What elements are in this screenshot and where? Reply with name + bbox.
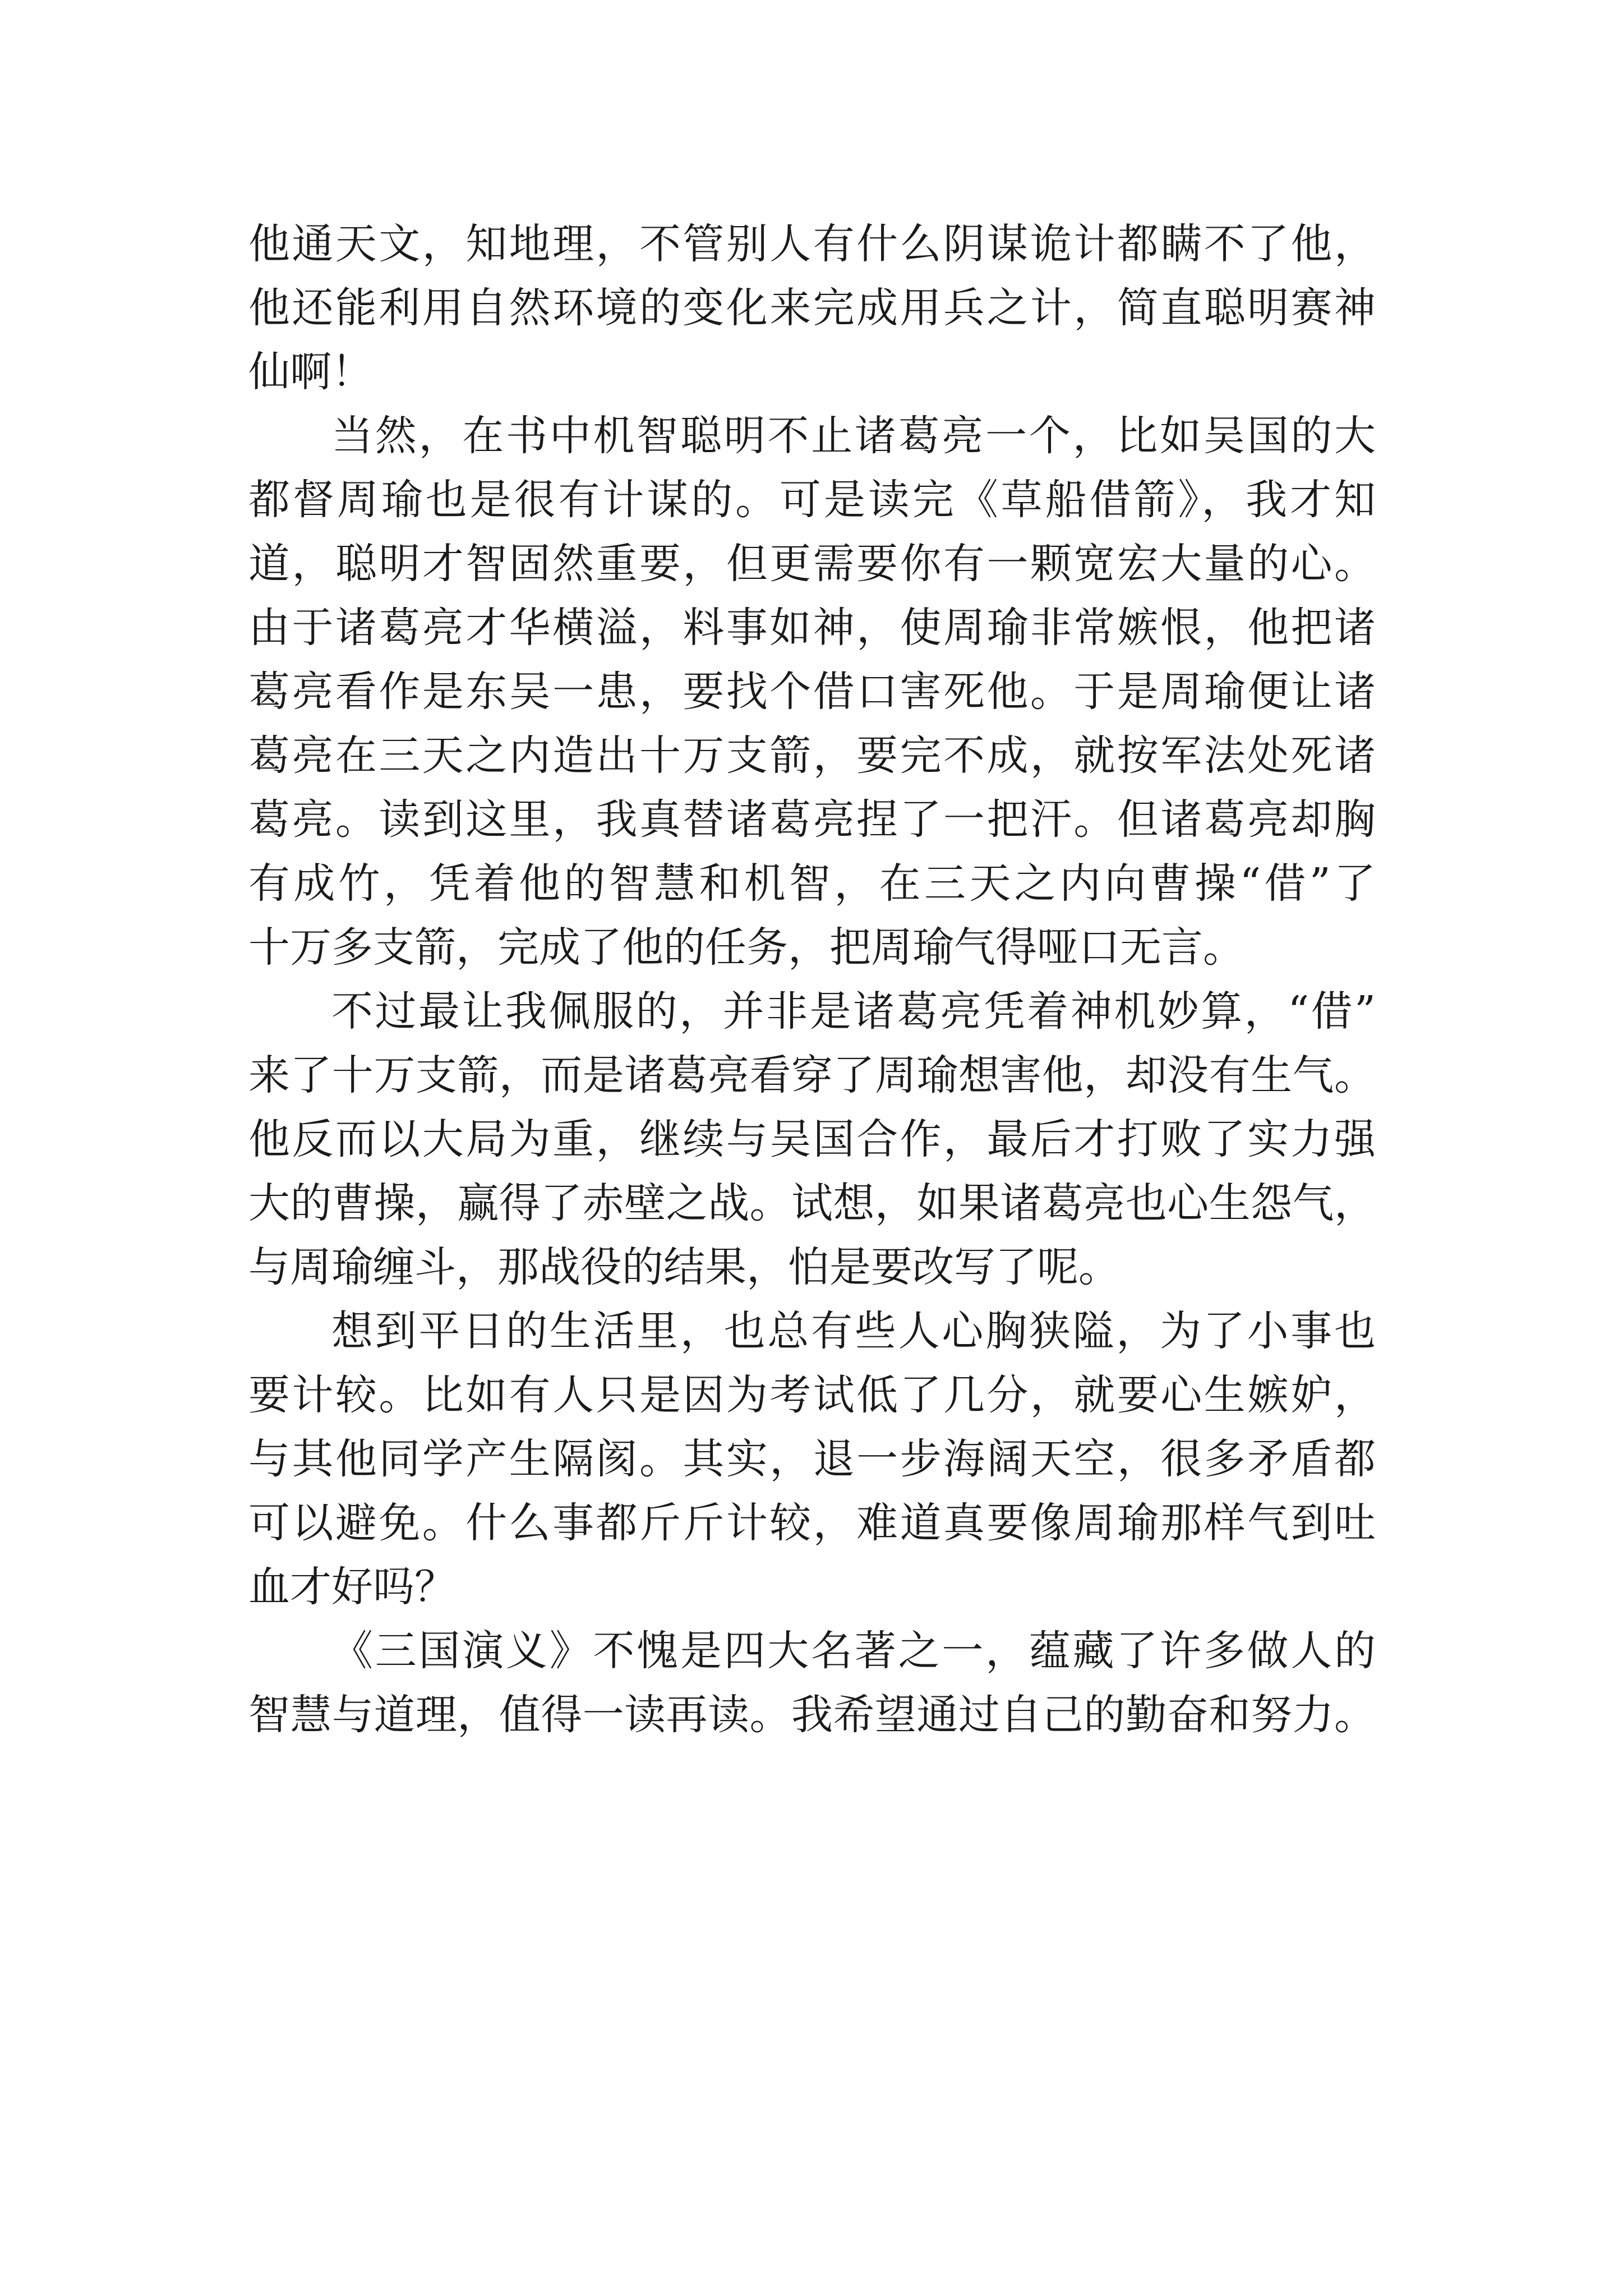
paragraph-line: 由于诸葛亮才华横溢，料事如神，使周瑜非常嫉恨，他把诸: [248, 604, 1376, 652]
paragraph-1: [248, 212, 1376, 404]
paragraph-line: 十万多支箭，完成了他的任务，把周瑜气得哑口无言。: [248, 923, 1244, 972]
paragraph-2: [248, 404, 1376, 979]
paragraph-line: 道，聪明才智固然重要，但更需要你有一颗宽宏大量的心。: [248, 540, 1376, 588]
paragraph-line: 葛亮在三天之内造出十万支箭，要完不成，就按军法处死诸: [248, 731, 1376, 780]
paragraph-line: 血才好吗？: [248, 1563, 456, 1611]
paragraph-line: 与周瑜缠斗，那战役的结果，怕是要改写了呢。: [248, 1243, 1120, 1291]
paragraph-3: [248, 979, 1376, 1299]
paragraph-line: 他通天文，知地理，不管别人有什么阴谋诡计都瞒不了他，: [248, 220, 1376, 268]
paragraph-line: 当然，在书中机智聪明不止诸葛亮一个，比如吴国的大: [331, 412, 1376, 460]
paragraph-line: 他反而以大局为重，继续与吴国合作，最后才打败了实力强: [248, 1115, 1376, 1163]
paragraph-line: 都督周瑜也是很有计谋的。可是读完《草船借箭》，我才知: [248, 476, 1376, 524]
paragraph-line: 智慧与道理，值得一读再读。我希望通过自己的勤奋和努力。: [248, 1691, 1376, 1739]
paragraph-line: 仙啊！: [248, 348, 373, 396]
paragraph-line: 葛亮看作是东吴一患，要找个借口害死他。于是周瑜便让诸: [248, 668, 1376, 716]
paragraph-line: 有成竹，凭着他的智慧和机智，在三天之内向曹操“借”了: [248, 859, 1376, 908]
paragraph-line: 《三国演义》不愧是四大名著之一，蕴藏了许多做人的: [331, 1627, 1376, 1675]
paragraph-line: 不过最让我佩服的，并非是诸葛亮凭着神机妙算，“借”: [331, 987, 1376, 1036]
paragraph-line: 他还能利用自然环境的变化来完成用兵之计，简直聪明赛神: [248, 284, 1376, 332]
paragraph-line: 可以避免。什么事都斤斤计较，难道真要像周瑜那样气到吐: [248, 1499, 1376, 1547]
essay-body: [248, 212, 1376, 1747]
paragraph-line: 葛亮。读到这里，我真替诸葛亮捏了一把汗。但诸葛亮却胸: [248, 795, 1376, 844]
paragraph-5: [248, 1619, 1376, 1747]
paragraph-line: 要计较。比如有人只是因为考试低了几分，就要心生嫉妒，: [248, 1371, 1376, 1419]
paragraph-line: 大的曹操，赢得了赤壁之战。试想，如果诸葛亮也心生怨气，: [248, 1179, 1376, 1227]
paragraph-line: 想到平日的生活里，也总有些人心胸狭隘，为了小事也: [331, 1307, 1376, 1355]
paragraph-line: 与其他同学产生隔阂。其实，退一步海阔天空，很多矛盾都: [248, 1435, 1376, 1483]
paragraph-4: [248, 1299, 1376, 1619]
paragraph-line: 来了十万支箭，而是诸葛亮看穿了周瑜想害他，却没有生气。: [248, 1051, 1376, 1099]
